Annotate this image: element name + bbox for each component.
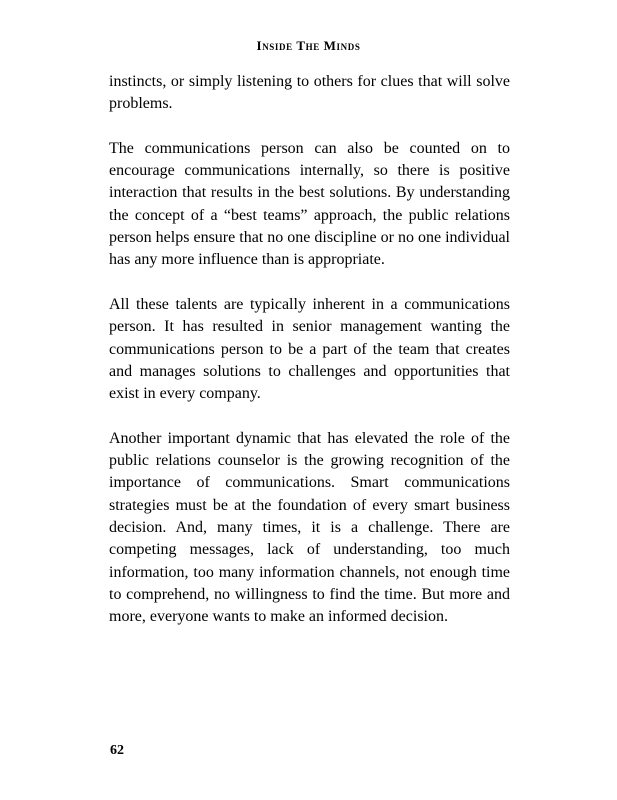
page-number: 62 [110, 743, 124, 758]
paragraph: The communications person can also be counted on to encourage communications internally, so there is positive interaction that results in the best solutions. By understanding the concept of a “best teams” approach, the public relations person helps ensure that no one discipline or no one individual has any more influence than is appropriate. [109, 139, 510, 269]
paragraph: All these talents are typically inherent in a communications person. It has resulted in senior management wanting the communications person to be a part of the team that creates and manages solutions to challenges and opportunities that exist in every company. [109, 295, 510, 403]
paragraph: instincts, or simply listening to others for clues that will solve problems. [109, 73, 510, 113]
running-header: Inside The Minds [256, 38, 361, 53]
body-text [109, 71, 510, 651]
paragraph: Another important dynamic that has elevated the role of the public relations counselor is the growing recognition of the importance of communications. Smart communications strategies must be at the foundation of every smart business decision. And, many times, it is a challenge. There are competing messages, lack of understanding, too much information, too many information channels, not enough time to comprehend, no willingness to find the time. But more and more, everyone wants to make an informed decision. [109, 429, 510, 626]
